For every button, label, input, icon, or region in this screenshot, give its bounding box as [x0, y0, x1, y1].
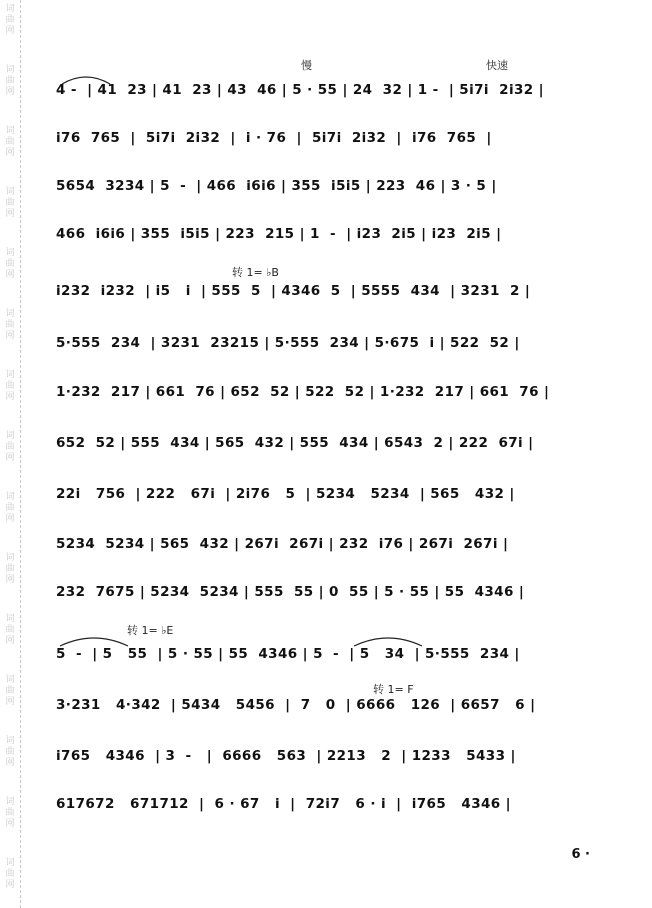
watermark-char: 曲: [5, 381, 15, 391]
watermark-char: 曲: [5, 503, 15, 513]
watermark-char: 网: [5, 514, 15, 524]
watermark-char: 曲: [5, 564, 15, 574]
watermark-char: 词: [5, 492, 15, 502]
watermark-char: 词: [5, 736, 15, 746]
key-change-f: 转 1= F: [373, 683, 414, 696]
watermark-char: 曲: [5, 442, 15, 452]
watermark-char: 网: [5, 758, 15, 768]
watermark-char: 曲: [5, 625, 15, 635]
watermark-mark: [2, 858, 18, 891]
watermark-char: 曲: [5, 76, 15, 86]
watermark-mark: [2, 492, 18, 525]
watermark-char: 词: [5, 4, 15, 14]
watermark-mark: [2, 797, 18, 830]
watermark-char: 曲: [5, 259, 15, 269]
key-change-b-flat: 转 1= ♭B: [232, 266, 279, 279]
watermark-char: 网: [5, 453, 15, 463]
watermark-mark: [2, 736, 18, 769]
watermark-char: 词: [5, 614, 15, 624]
watermark-char: 曲: [5, 137, 15, 147]
score-line: 617672 671712 | 6 · 67 i | 72i7 6 · i | i765 4346 |: [56, 796, 512, 812]
watermark-char: 网: [5, 331, 15, 341]
page-number: 6 ·: [571, 847, 590, 862]
score-line: 3·231 4·342 | 5434 5456 | 7 0 | 6666 126 | 6657 6 |: [56, 697, 536, 713]
watermark-mark: [2, 187, 18, 220]
watermark-char: 曲: [5, 198, 15, 208]
watermark-mark: [2, 126, 18, 159]
score-line: 4 - | 41 23 | 41 23 | 43 46 | 5 · 55 | 24 32 | 1 - | 5i7i 2i32 |: [56, 82, 544, 98]
watermark-char: 网: [5, 636, 15, 646]
score-line: 5654 3234 | 5 - | 466 i6i6 | 355 i5i5 | 223 46 | 3 · 5 |: [56, 178, 497, 194]
tempo-mark-slow: 慢: [301, 59, 312, 72]
watermark-char: 网: [5, 575, 15, 585]
score-line: i76 765 | 5i7i 2i32 | i · 76 | 5i7i 2i32 | i76 765 |: [56, 130, 492, 146]
watermark-char: 曲: [5, 747, 15, 757]
score-line: 5234 5234 | 565 432 | 267i 267i | 232 i76 | 267i 267i |: [56, 536, 509, 552]
watermark-char: 曲: [5, 869, 15, 879]
score-line: 232 7675 | 5234 5234 | 555 55 | 0 55 | 5 · 55 | 55 4346 |: [56, 584, 525, 600]
watermark-mark: [2, 431, 18, 464]
watermark-char: 词: [5, 187, 15, 197]
watermark-char: 词: [5, 370, 15, 380]
score-line: i765 4346 | 3 - | 6666 563 | 2213 2 | 1233 5433 |: [56, 748, 516, 764]
score-line: 5 - | 5 55 | 5 · 55 | 55 4346 | 5 - | 5 34 | 5·555 234 |: [56, 646, 520, 662]
score-line: 22i 756 | 222 67i | 2i76 5 | 5234 5234 | 565 432 |: [56, 486, 515, 502]
score-line: 652 52 | 555 434 | 565 432 | 555 434 | 6543 2 | 222 67i |: [56, 435, 534, 451]
watermark-char: 曲: [5, 686, 15, 696]
watermark-char: 网: [5, 392, 15, 402]
watermark-char: 词: [5, 858, 15, 868]
score-line: i232 i232 | i5 i | 555 5 | 4346 5 | 5555 434 | 3231 2 |: [56, 283, 531, 299]
watermark-char: 词: [5, 553, 15, 563]
watermark-char: 网: [5, 148, 15, 158]
watermark-char: 词: [5, 126, 15, 136]
margin-rule: [20, 0, 21, 908]
score-line: 5·555 234 | 3231 23215 | 5·555 234 | 5·675 i | 522 52 |: [56, 335, 520, 351]
watermark-char: 网: [5, 819, 15, 829]
watermark-char: 网: [5, 87, 15, 97]
watermark-char: 网: [5, 270, 15, 280]
key-change-e-flat: 转 1= ♭E: [127, 624, 174, 637]
watermark-mark: [2, 65, 18, 98]
watermark-char: 网: [5, 209, 15, 219]
watermark-char: 曲: [5, 320, 15, 330]
watermark-char: 词: [5, 65, 15, 75]
score-line: 466 i6i6 | 355 i5i5 | 223 215 | 1 - | i23 2i5 | i23 2i5 |: [56, 226, 502, 242]
watermark-mark: [2, 370, 18, 403]
watermark-char: 词: [5, 248, 15, 258]
watermark-mark: [2, 553, 18, 586]
watermark-char: 词: [5, 309, 15, 319]
watermark-mark: [2, 309, 18, 342]
watermark-mark: [2, 675, 18, 708]
watermark-mark: [2, 614, 18, 647]
watermark-mark: [2, 248, 18, 281]
watermark-char: 网: [5, 880, 15, 890]
watermark-char: 网: [5, 26, 15, 36]
score-line: 1·232 217 | 661 76 | 652 52 | 522 52 | 1·232 217 | 661 76 |: [56, 384, 550, 400]
watermark-char: 曲: [5, 15, 15, 25]
watermark-char: 词: [5, 431, 15, 441]
watermark-char: 词: [5, 797, 15, 807]
watermark-char: 曲: [5, 808, 15, 818]
watermark-char: 词: [5, 675, 15, 685]
tempo-mark-fast: 快速: [486, 59, 508, 72]
watermark-char: 网: [5, 697, 15, 707]
watermark-mark: [2, 4, 18, 37]
